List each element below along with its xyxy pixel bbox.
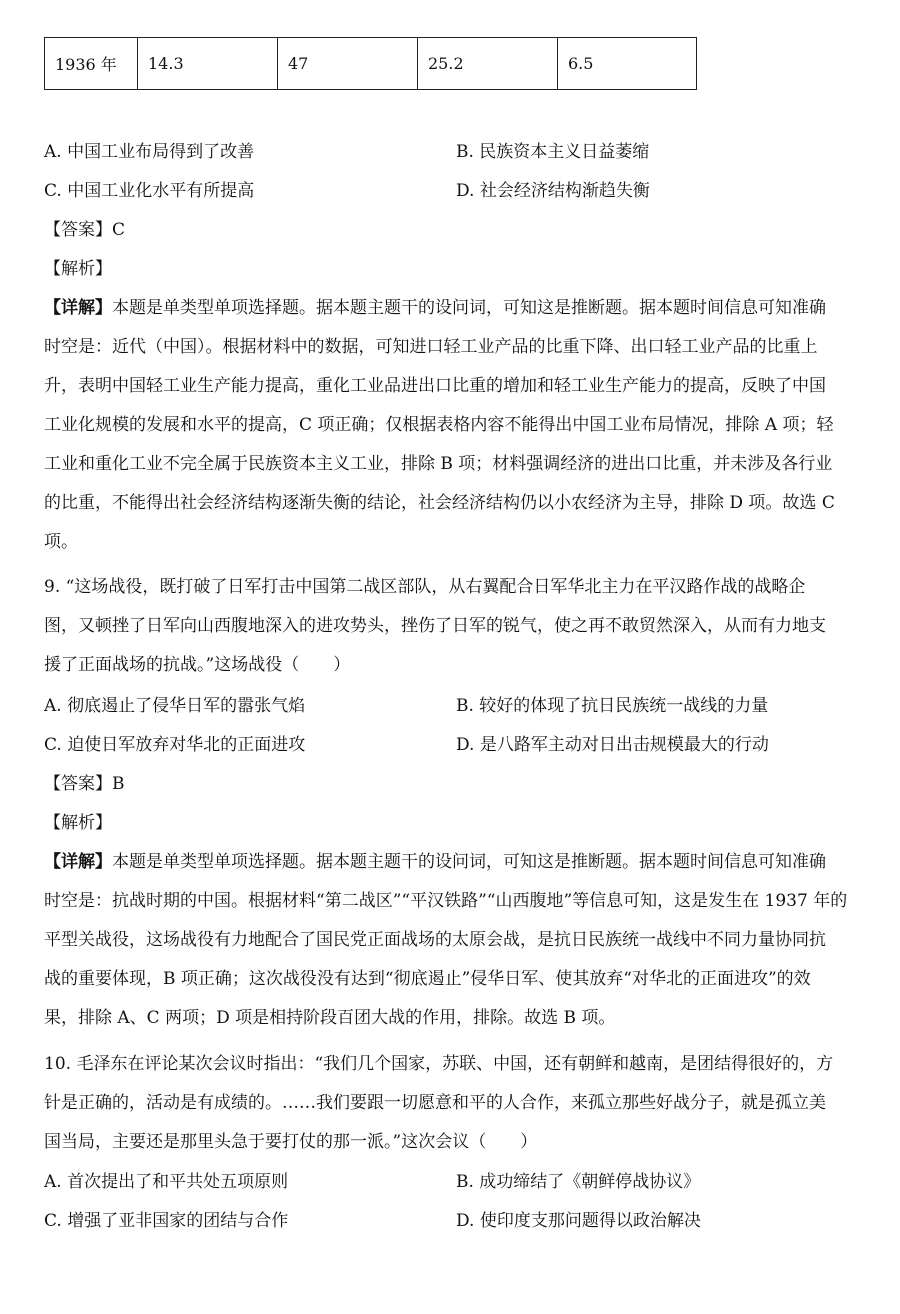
q8-detail-line-5: 工业和重化工业不完全属于民族资本主义工业，排除 B 项；材料强调经济的进出口比重，并未涉及各行业	[44, 454, 833, 474]
q9-stem	[44, 576, 864, 693]
q8-detail-label: 【详解】	[44, 298, 112, 318]
q8-analysis-label: 【解析】	[44, 259, 112, 279]
q8-detail-line-4: 工业化规模的发展和水平的提高，C 项正确；仅根据表格内容不能得出中国工业布局情况，排除 A 项；轻	[44, 415, 834, 435]
q9-detail-line-1: 【详解】本题是单类型单项选择题。据本题主题干的设问词，可知这是推断题。据本题时间信息可知准确	[44, 852, 826, 872]
q9-stem-line-3: 援了正面战场的抗战。”这场战役（ ）	[44, 655, 351, 675]
q8-option-a: A. 中国工业布局得到了改善	[44, 142, 255, 162]
q9-answer: 【答案】B	[44, 774, 125, 794]
q10-option-b: B. 成功缔结了《朝鲜停战协议》	[456, 1172, 701, 1192]
q9-option-c: C. 迫使日军放弃对华北的正面进攻	[44, 735, 306, 755]
q9-option-b: B. 较好的体现了抗日民族统一战线的力量	[456, 696, 769, 716]
q8-detail-line-7: 项。	[44, 532, 78, 552]
q8-detail-line-6: 的比重，不能得出社会经济结构逐渐失衡的结论，社会经济结构仍以小农经济为主导，排除 D 项。故选 C	[44, 493, 835, 513]
q8-answer: 【答案】C	[44, 220, 126, 240]
q8-option-b: B. 民族资本主义日益萎缩	[456, 142, 650, 162]
q9-detail-line-3: 平型关战役，这场战役有力地配合了国民党正面战场的太原会战，是抗日民族统一战线中不同力量协同抗	[44, 930, 826, 950]
q9-detail-line-4: 战的重要体现，B 项正确；这次战役没有达到“彻底遏止”侵华日军、使其放弃“对华北的正面进攻”的效	[44, 969, 811, 989]
q10-stem-line-2: 针是正确的，活动是有成绩的。……我们要跟一切愿意和平的人合作，来孤立那些好战分子，就是孤立美	[44, 1093, 826, 1113]
q10-option-a: A. 首次提出了和平共处五项原则	[44, 1172, 289, 1192]
table-cell: 14.3	[138, 38, 278, 90]
table-row	[45, 38, 697, 90]
q9-detail-label: 【详解】	[44, 852, 112, 872]
q9-detail-line-5: 果，排除 A、C 两项；D 项是相持阶段百团大战的作用，排除。故选 B 项。	[44, 1008, 616, 1028]
q9-option-d: D. 是八路军主动对日出击规模最大的行动	[456, 735, 769, 755]
q10-stem-line-3: 国当局，主要还是那里头急于要打仗的那一派。”这次会议（ ）	[44, 1132, 538, 1152]
table-cell: 25.2	[418, 38, 558, 90]
q8-option-d: D. 社会经济结构渐趋失衡	[456, 181, 650, 201]
q9-stem-line-2: 图，又顿挫了日军向山西腹地深入的进攻势头，挫伤了日军的锐气，使之再不敢贸然深入，从而有力地支	[44, 616, 826, 636]
q10-stem	[44, 1053, 864, 1170]
q9-analysis-label: 【解析】	[44, 813, 112, 833]
table-cell: 6.5	[558, 38, 697, 90]
q9-option-a: A. 彻底遏止了侵华日军的嚣张气焰	[44, 696, 306, 716]
data-table	[44, 37, 697, 90]
q8-detail	[44, 297, 864, 570]
q9-detail	[44, 851, 864, 1046]
q10-stem-line-1: 10. 毛泽东在评论某次会议时指出：“我们几个国家，苏联、中国，还有朝鲜和越南，是团结得很好的，方	[44, 1054, 834, 1074]
q8-detail-line-2: 时空是：近代（中国）。根据材料中的数据，可知进口轻工业产品的比重下降、出口轻工业产品的比重上	[44, 337, 818, 357]
q8-detail-line-1: 【详解】本题是单类型单项选择题。据本题主题干的设问词，可知这是推断题。据本题时间信息可知准确	[44, 298, 826, 318]
table-cell: 47	[278, 38, 418, 90]
q8-option-c: C. 中国工业化水平有所提高	[44, 181, 255, 201]
q8-detail-line-3: 升，表明中国轻工业生产能力提高，重化工业品进出口比重的增加和轻工业生产能力的提高，反映了中国	[44, 376, 826, 396]
q10-option-d: D. 使印度支那问题得以政治解决	[456, 1211, 701, 1231]
q9-detail-line-2: 时空是：抗战时期的中国。根据材料“第二战区”“平汉铁路”“山西腹地”等信息可知，这是发生在 1937 年的	[44, 891, 848, 911]
q10-option-c: C. 增强了亚非国家的团结与合作	[44, 1211, 289, 1231]
table-cell-year: 1936 年	[45, 38, 138, 90]
q9-stem-line-1: 9. “这场战役，既打破了日军打击中国第二战区部队，从右翼配合日军华北主力在平汉路作战的战略企	[44, 577, 806, 597]
